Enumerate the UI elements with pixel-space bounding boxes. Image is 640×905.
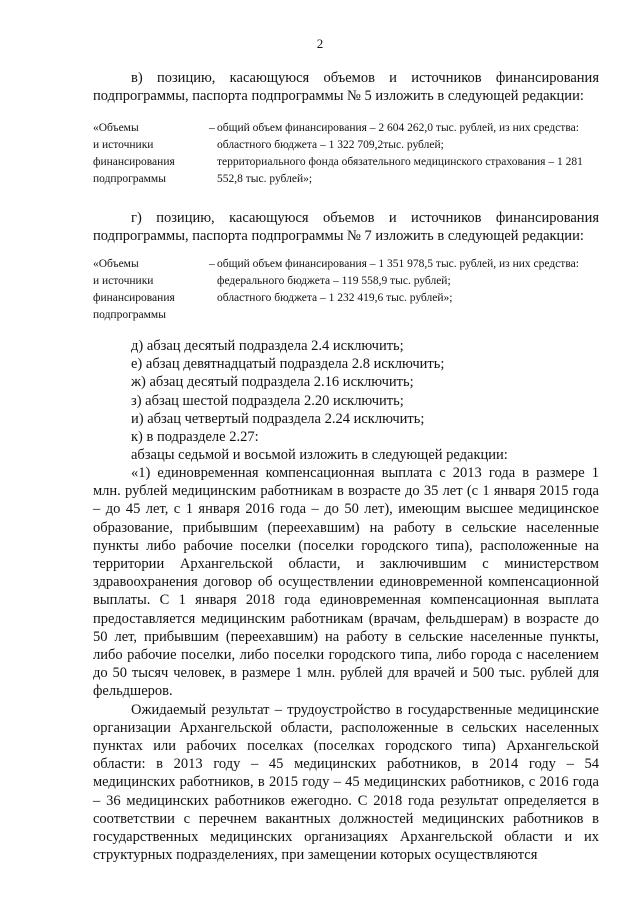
list-item: абзацы седьмой и восьмой изложить в следующей редакции:	[131, 447, 508, 464]
page-number: 2	[316, 36, 324, 51]
list-item: и) абзац четвертый подраздела 2.24 исключить;	[131, 410, 425, 427]
list-item: ж) абзац десятый подраздела 2.16 исключить;	[131, 374, 414, 391]
paragraph-v: в) позицию, касающуюся объемов и источников финансирования подпрограммы, паспорта подпрограммы № 5 изложить в следующей редакции:	[93, 70, 599, 104]
funding-block-dash: –	[209, 122, 215, 134]
funding-block-values: общий объем финансирования – 2 604 262,0 тыс. рублей, из них средства: областного бюджета – 1 322 709,2тыс. рублей; территориального фонда обязательного медицинского страхования – 1 281 552,8 тыс. рублей»;	[217, 122, 583, 185]
list-item: к) в подразделе 2.27:	[131, 429, 259, 446]
body-paragraph: «1) единовременная компенсационная выплата с 2013 года в размере 1 млн. рублей медицинским работникам в возрасте до 35 лет (с 1 января 2015 года – до 45 лет, с 1 января 2016 года – до 50 лет), имеющим высшее медицинское образование, прибывшим (переехавшим) на работу в сельские населенные пункты либо рабочие поселки (поселки городского типа), расположенные на территории Архангельской области, и заключившим с министерством здравоохранения договор об осуществлении единовременной компенсационной выплаты. С 1 января 2018 года единовременная компенсационная выплата предоставляется медицинским работникам (врачам, фельдшерам) в возрасте до 50 лет, прибывшим (переехавшим) на работу в сельские населенные пункты, либо рабочие поселки, либо поселки городского типа, либо города с населением до 50 тысяч человек, в размере 1 млн. рублей для врачей и 500 тыс. рублей для фельдшеров.	[93, 465, 599, 700]
funding-block-dash: –	[209, 258, 215, 270]
paragraph-g: г) позицию, касающуюся объемов и источников финансирования подпрограммы, паспорта подпрограммы № 7 изложить в следующей редакции:	[93, 210, 599, 244]
body-paragraph: Ожидаемый результат – трудоустройство в государственные медицинские организации Архангельской области, расположенные в сельских населенных пунктах или рабочих поселках (поселках городского типа) Архангельской области: в 2013 году – 45 медицинских работников, в 2014 году – 54 медицинских работников, в 2015 году – 45 медицинских работников, с 2016 года – 36 медицинских работников ежегодно. С 2018 года результат определяется в соответствии с перечнем вакантных должностей медицинских работников в государственных медицинских организациях Архангельской области и их структурных подразделениях, при замещении которых осуществляются	[93, 701, 599, 864]
list-item: з) абзац шестой подраздела 2.20 исключить;	[131, 392, 404, 409]
funding-block-label: «Объемы и источники финансирования подпрограммы	[93, 122, 175, 185]
funding-block-label: «Объемы и источники финансирования подпрограммы	[93, 258, 175, 321]
list-item: д) абзац десятый подраздела 2.4 исключить;	[131, 338, 404, 354]
list-item: е) абзац девятнадцатый подраздела 2.8 исключить;	[131, 356, 445, 373]
funding-block-values: общий объем финансирования – 1 351 978,5 тыс. рублей, из них средства: федерального бюджета – 119 558,9 тыс. рублей; областного бюджета – 1 232 419,6 тыс. рублей»;	[217, 258, 579, 304]
body-text	[93, 464, 599, 864]
amendment-list	[93, 337, 599, 464]
